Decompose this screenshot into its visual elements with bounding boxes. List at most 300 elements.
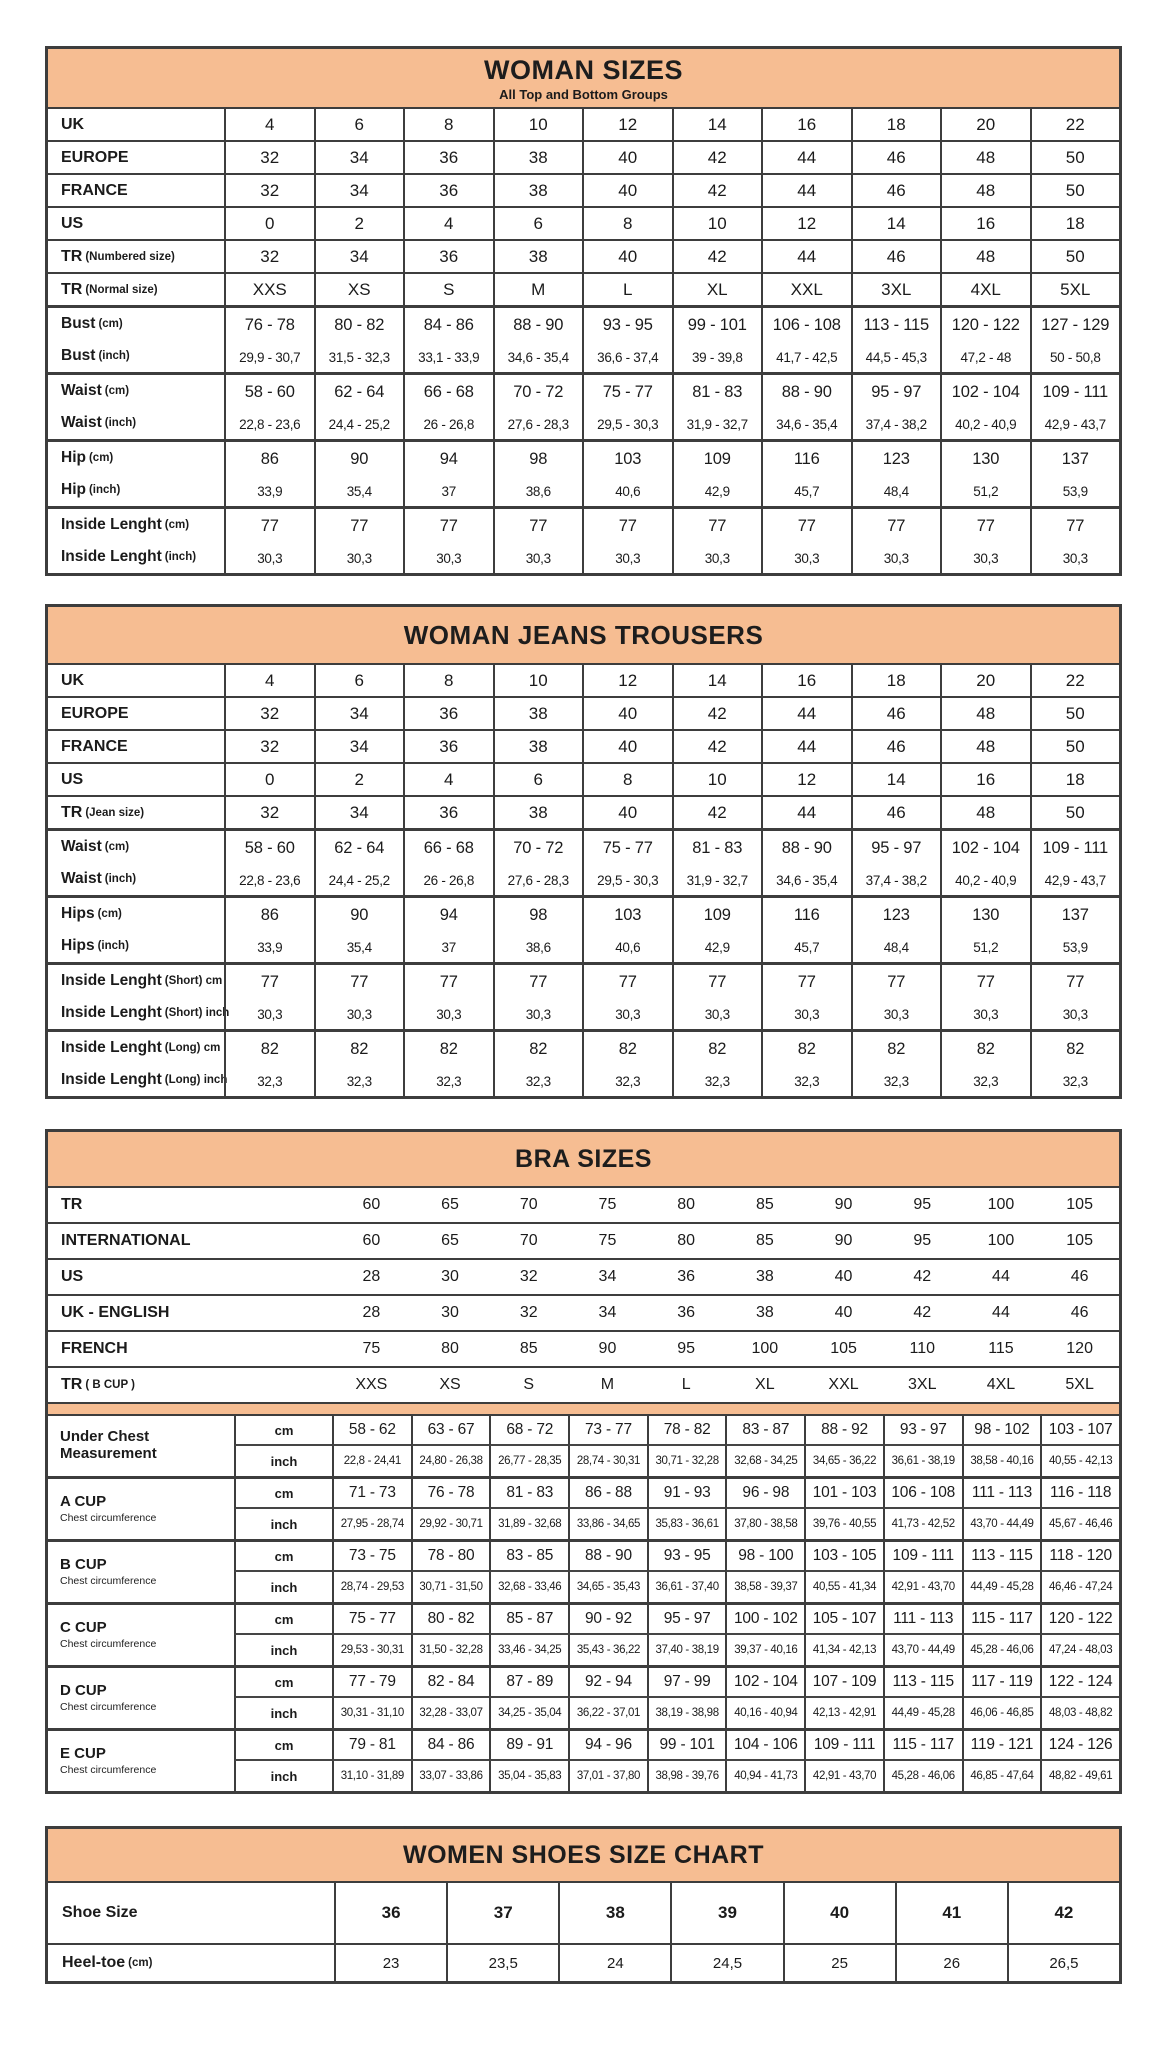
measure-cell [224,375,314,439]
size-cell: 32 [224,731,314,762]
cup-label [48,1479,234,1539]
measure-group-inside-lenght-long-cm [48,1029,1119,1096]
row-label-text: UK [61,671,85,689]
measure-group-inside-lenght-short-cm [48,962,1119,1029]
measure-inch: 30,3 [1062,1006,1088,1022]
jeans-title: WOMAN JEANS TROUSERS [403,619,764,650]
measure-inch: 44,5 - 45,3 [865,349,927,365]
measure-cell [403,442,493,506]
cup-cm-cell: 124 - 126 [1040,1731,1119,1761]
jeans-trousers-table [45,604,1122,1099]
size-cell: 10 [672,764,762,795]
row-label-note: (cm) [98,318,123,330]
measure-cell [582,965,672,1029]
measure-cell [940,509,1030,573]
size-cell: 2 [314,208,404,239]
woman-sizes-header-band [48,49,1119,107]
measure-cm: 77 [976,516,995,535]
size-cell: 5XL [1030,274,1120,305]
measure-cell [403,1032,493,1096]
measure-group-waist-cm [48,828,1119,895]
measure-inch: 53,9 [1062,483,1088,499]
size-cell: 0 [224,208,314,239]
bra-size-cell: 38 [755,1268,774,1285]
row-label [48,241,224,272]
cup-label [48,1416,234,1476]
measure-cell [403,509,493,573]
size-cell: 50 [1030,698,1120,729]
measure-cell [851,898,941,962]
group-label [48,831,224,895]
row-label-text: TR [61,803,83,821]
unit-inch: inch [234,1761,332,1791]
size-cell: 32 [224,241,314,272]
measure-inch: 40,2 - 40,9 [955,416,1017,432]
measure-cell [940,898,1030,962]
measure-cm: 66 - 68 [423,838,474,857]
measure-cm: 62 - 64 [334,838,385,857]
row-label-note: (inch) [164,551,197,563]
bra-size-cell: 65 [441,1232,459,1249]
size-cell: 38 [493,142,583,173]
shoe-row-shoe-size [48,1881,1119,1943]
bra-size-cell: 105 [1066,1196,1093,1213]
measure-cm: 77 [350,516,369,535]
cup-cm-cell: 58 - 62 [332,1416,411,1446]
cup-inch-cell: 36,22 - 37,01 [568,1698,647,1728]
bra-row-french [48,1330,1119,1366]
bra-size-cell: 95 [913,1232,932,1249]
cup-cm-cell: 122 - 124 [1040,1668,1119,1698]
size-cell: 4 [224,109,314,140]
size-cell: 20 [940,109,1030,140]
cup-cm-cell: 63 - 67 [411,1416,490,1446]
measure-cell [1030,1032,1120,1096]
bra-size-cell: 46 [1070,1304,1089,1321]
measure-cm: 77 [887,972,906,991]
bra-size-cell: 60 [362,1196,381,1213]
measure-cm: 94 [439,449,458,468]
group-label-top [61,972,224,990]
measure-inch: 38,6 [525,483,551,499]
size-cell: 44 [761,797,851,828]
measure-group-bust-cm [48,305,1119,372]
measure-inch: 32,3 [794,1073,820,1089]
measure-cm: 77 [529,516,548,535]
bra-size-cell: 44 [992,1304,1010,1321]
cup-cm-cell: 120 - 122 [1040,1605,1119,1635]
row-label-note: (Normal size) [85,283,158,296]
row-label-note: (inch) [104,417,137,429]
bra-size-cell: 80 [677,1196,696,1213]
bra-size-cell: 105 [1066,1232,1093,1249]
unit-cm: cm [234,1479,332,1509]
measure-cm: 90 [350,905,369,924]
measure-cell [1030,509,1120,573]
cup-cm-cell: 115 - 117 [962,1605,1041,1635]
row-label [48,1260,332,1294]
measure-cell [672,831,762,895]
measure-inch: 30,3 [257,1006,283,1022]
bra-size-cell: XXS [355,1376,388,1393]
bra-size-cell: 36 [677,1268,696,1285]
size-cell: L [582,274,672,305]
cup-inch-cell: 36,61 - 38,19 [883,1446,962,1476]
size-cell: 38 [493,175,583,206]
measure-inch: 24,4 - 25,2 [328,872,390,888]
bra-size-cell: 44 [992,1268,1010,1285]
row-label-text: Heel-toe [62,1954,126,1971]
unit-inch: inch [234,1698,332,1728]
size-cell: 8 [582,208,672,239]
measure-inch: 32,3 [525,1073,551,1089]
measure-inch: 30,3 [525,550,551,566]
row-label-text: Inside Lenght [61,972,162,989]
measure-cell [403,965,493,1029]
measure-inch: 30,3 [704,1006,730,1022]
row-label-text: FRENCH [61,1340,128,1357]
cup-cm-cell: 88 - 92 [804,1416,883,1446]
measure-cell [940,1032,1030,1096]
measure-cm: 88 - 90 [781,838,832,857]
bra-size-cell: 85 [755,1232,774,1249]
group-label [48,442,224,506]
measure-inch: 24,4 - 25,2 [328,416,390,432]
row-label [48,1368,332,1402]
cup-cm-cell: 73 - 75 [332,1542,411,1572]
measure-cell [940,965,1030,1029]
cup-label [48,1542,234,1602]
measure-inch: 37 [441,483,456,499]
unit-inch: inch [234,1572,332,1602]
cup-name: D CUP [60,1681,107,1699]
measure-cm: 88 - 90 [513,315,564,334]
shoes-header-band [48,1829,1119,1881]
measure-inch: 31,9 - 32,7 [686,416,748,432]
measure-inch: 50 - 50,8 [1049,349,1101,365]
cup-label [48,1668,234,1728]
measure-inch: 47,2 - 48 [960,349,1012,365]
cup-cm-cell: 88 - 90 [568,1542,647,1572]
measure-inch: 32,3 [615,1073,641,1089]
bra-size-cell: 42 [913,1268,932,1285]
size-cell: 46 [851,698,941,729]
cup-inch-cell: 35,04 - 35,83 [489,1761,568,1791]
measure-inch: 30,3 [346,550,372,566]
size-cell: M [493,274,583,305]
measure-inch: 33,9 [257,483,283,499]
size-cell: 34 [314,175,404,206]
bra-size-cell: L [681,1376,691,1393]
measure-cm: 77 [1066,972,1085,991]
measure-cm: 77 [976,972,995,991]
measure-cm: 82 [350,1039,369,1058]
measure-inch: 26 - 26,8 [423,872,475,888]
unit-cm: cm [234,1416,332,1446]
measure-cell [672,509,762,573]
measure-cm: 84 - 86 [423,315,474,334]
bra-size-cell: 110 [909,1340,935,1357]
cup-cm-cell: 100 - 102 [725,1605,804,1635]
measure-cell [314,965,404,1029]
measure-cm: 77 [439,516,458,535]
measure-inch: 30,3 [615,1006,641,1022]
size-cell: 48 [940,731,1030,762]
measure-inch: 32,3 [436,1073,462,1089]
size-cell: XS [314,274,404,305]
size-cell: 6 [314,109,404,140]
measure-inch: 51,2 [973,483,999,499]
measure-inch: 53,9 [1062,939,1088,955]
size-row-us [48,762,1119,795]
cup-cm-cell: 98 - 100 [725,1542,804,1572]
cup-inch-cell: 47,24 - 48,03 [1040,1635,1119,1665]
cup-inch-cell: 45,28 - 46,06 [883,1761,962,1791]
measure-cm: 123 [882,905,910,924]
cup-inch-cell: 33,07 - 33,86 [411,1761,490,1791]
cup-inch-cell: 48,82 - 49,61 [1040,1761,1119,1791]
cup-cm-cell: 78 - 82 [647,1416,726,1446]
cup-inch-cell: 29,53 - 30,31 [332,1635,411,1665]
row-label-note: (inch) [104,873,137,885]
cup-cm-cell: 111 - 113 [883,1605,962,1635]
bra-size-cell: 34 [598,1268,617,1285]
cup-inch-cell: 42,91 - 43,70 [804,1761,883,1791]
bra-size-cell: 95 [913,1196,932,1213]
size-cell: 32 [224,797,314,828]
shoe-cell: 41 [895,1883,1007,1943]
measure-cm: 77 [439,972,458,991]
size-cell: 48 [940,142,1030,173]
bra-size-cell: 75 [598,1232,617,1249]
bra-size-cell: 30 [441,1268,459,1285]
measure-cm: 88 - 90 [781,382,832,401]
measure-cm: 130 [972,449,1000,468]
size-cell: 46 [851,731,941,762]
bra-size-cell: 70 [519,1232,538,1249]
row-label [48,208,224,239]
bra-header-band [48,1132,1119,1186]
size-cell: 50 [1030,797,1120,828]
measure-cell [493,831,583,895]
measure-inch: 27,6 - 28,3 [507,416,569,432]
bra-separator-strip [48,1402,1119,1414]
size-cell: 6 [314,665,404,696]
measure-inch: 37 [441,939,456,955]
cup-cm-cell: 83 - 85 [489,1542,568,1572]
row-label-text: Waist [61,870,102,887]
measure-cell [672,965,762,1029]
measure-inch: 32,3 [973,1073,999,1089]
size-cell: 40 [582,698,672,729]
bra-size-cell: 46 [1070,1268,1089,1285]
group-label [48,1032,228,1096]
measure-group-waist-cm [48,372,1119,439]
size-cell: 38 [493,797,583,828]
size-cell: 10 [493,665,583,696]
cup-cm-cell: 81 - 83 [489,1479,568,1509]
measure-cm: 70 - 72 [513,838,564,857]
measure-cm: 113 - 115 [863,315,929,334]
group-label [48,898,224,962]
cup-cm-cell: 92 - 94 [568,1668,647,1698]
size-cell: 34 [314,731,404,762]
cup-inch-cell: 46,06 - 46,85 [962,1698,1041,1728]
size-cell: 14 [672,665,762,696]
size-cell: 20 [940,665,1030,696]
row-label-note: (inch) [97,940,129,952]
measure-cm: 109 - 111 [1042,382,1108,401]
measure-inch: 39 - 39,8 [691,349,743,365]
cup-cm-cell: 115 - 117 [883,1731,962,1761]
cup-inch-cell: 37,40 - 38,19 [647,1635,726,1665]
row-label-text: US [61,770,84,788]
shoe-cell: 38 [558,1883,670,1943]
measure-cell [851,1032,941,1096]
shoe-cell: 26,5 [1007,1945,1119,1981]
bra-size-cell: 100 [987,1196,1015,1213]
size-row-us [48,206,1119,239]
bra-size-cell: 4XL [986,1376,1016,1393]
row-label-note: (Long) inch [164,1074,228,1086]
bra-size-cell: 5XL [1065,1376,1094,1393]
row-label [48,731,224,762]
measure-cell [493,509,583,573]
measure-cell [493,898,583,962]
cup-cm-cell: 104 - 106 [725,1731,804,1761]
row-label-text: Inside Lenght [61,1004,162,1021]
measure-cm: 95 - 97 [871,838,922,857]
row-label-text: Inside Lenght [61,548,162,565]
cup-cm-cell: 102 - 104 [725,1668,804,1698]
measure-inch: 30,3 [883,550,909,566]
size-cell: 40 [582,797,672,828]
measure-cell [582,442,672,506]
measure-cm: 77 [350,972,369,991]
measure-cm: 106 - 108 [772,315,841,334]
size-cell: 36 [403,797,493,828]
measure-cell [582,308,672,372]
size-cell: 40 [582,175,672,206]
measure-cm: 123 [882,449,910,468]
measure-inch: 41,7 - 42,5 [776,349,838,365]
cup-cm-cell: 87 - 89 [489,1668,568,1698]
size-cell: 18 [851,665,941,696]
measure-inch: 42,9 [704,483,730,499]
measure-inch: 48,4 [883,939,909,955]
measure-cm: 77 [618,972,637,991]
cup-inch-cell: 40,16 - 40,94 [725,1698,804,1728]
bra-row-tr-b-cup [48,1366,1119,1402]
cup-inch-cell: 43,70 - 44,49 [883,1635,962,1665]
group-label-bottom [61,548,224,566]
measure-cell [761,1032,851,1096]
measure-cell [672,375,762,439]
row-label [48,1945,334,1981]
bra-size-cell: 32 [519,1304,538,1321]
unit-inch: inch [234,1446,332,1476]
measure-cm: 86 [260,449,279,468]
size-row-europe [48,140,1119,173]
size-cell: 4 [403,208,493,239]
measure-inch: 29,5 - 30,3 [597,872,659,888]
measure-cell [224,831,314,895]
cup-inch-cell: 43,70 - 44,49 [962,1509,1041,1539]
bra-size-cell: 32 [519,1268,538,1285]
measure-inch: 27,6 - 28,3 [507,872,569,888]
measure-cm: 81 - 83 [692,838,743,857]
unit-cm: cm [234,1668,332,1698]
shoe-cell: 37 [446,1883,558,1943]
size-cell: 36 [403,731,493,762]
measure-inch: 34,6 - 35,4 [776,872,838,888]
size-cell: 14 [851,764,941,795]
size-row-uk [48,107,1119,140]
measure-group-inside-lenght-cm [48,506,1119,573]
row-label-note: (Numbered size) [85,250,175,263]
cup-name: A CUP [60,1492,107,1510]
measure-cell [314,375,404,439]
size-cell: 32 [224,698,314,729]
group-label-bottom [61,481,224,499]
measure-cell [761,965,851,1029]
measure-inch: 29,5 - 30,3 [597,416,659,432]
row-label-text: TR [61,247,83,265]
bra-row-international [48,1222,1119,1258]
measure-inch: 40,2 - 40,9 [955,872,1017,888]
measure-group-hip-cm [48,439,1119,506]
measure-cm: 82 [887,1039,906,1058]
bra-size-cell: M [600,1376,615,1393]
size-cell: 36 [403,698,493,729]
bra-size-cell: XL [755,1376,775,1393]
row-label-text: Bust [61,347,96,364]
shoes-title: WOMEN SHOES SIZE CHART [402,1840,764,1869]
shoe-cell: 24 [558,1945,670,1981]
row-label-note: (cm) [97,908,122,920]
row-label-text: INTERNATIONAL [61,1232,191,1249]
measure-inch: 30,3 [794,1006,820,1022]
shoes-size-table [45,1826,1122,1984]
cup-group-under-chest-measurement [48,1414,1119,1476]
measure-cell [761,509,851,573]
measure-cm: 70 - 72 [513,382,564,401]
cup-cm-cell: 68 - 72 [489,1416,568,1446]
size-cell: 6 [493,208,583,239]
cup-cm-cell: 90 - 92 [568,1605,647,1635]
measure-inch: 30,3 [883,1006,909,1022]
bra-row-tr [48,1186,1119,1222]
size-cell: 44 [761,241,851,272]
size-cell: 4 [403,764,493,795]
row-label-note: (cm) [88,452,114,464]
group-label-top [61,905,224,923]
bra-size-cell: 100 [987,1232,1015,1249]
measure-cell [1030,831,1120,895]
cup-label [48,1605,234,1665]
measure-inch: 32,3 [346,1073,372,1089]
bra-size-rows [48,1186,1119,1402]
size-cell: 22 [1030,665,1120,696]
size-cell: 38 [493,698,583,729]
measure-cell [224,965,314,1029]
cup-cm-cell: 79 - 81 [332,1731,411,1761]
measure-cm: 77 [529,972,548,991]
size-cell: 48 [940,241,1030,272]
cup-inch-cell: 24,80 - 26,38 [411,1446,490,1476]
group-label-bottom [61,870,224,888]
measure-inch: 30,3 [436,550,462,566]
